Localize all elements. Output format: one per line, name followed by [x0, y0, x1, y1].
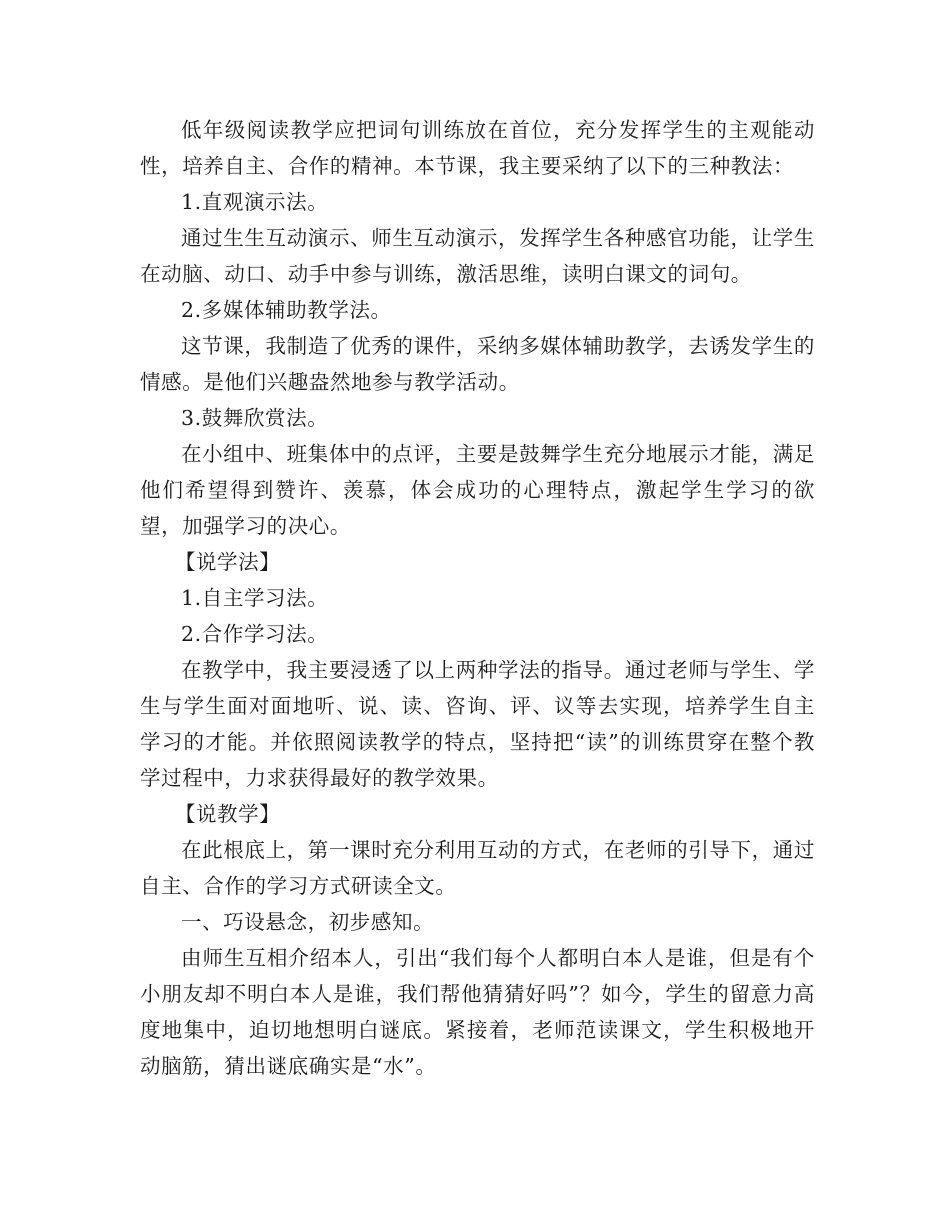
heading-step-1: 一、巧设悬念，初步感知。 [181, 910, 435, 934]
heading-method-2: 2.多媒体辅助教学法。 [181, 298, 392, 322]
heading-method-1: 1.直观演示法。 [181, 190, 329, 214]
document-page [140, 112, 815, 1084]
heading-method-3: 3.鼓舞欣赏法。 [181, 406, 329, 430]
paragraph-learning-methods: 在教学中，我主要浸透了以上两种学法的指导。通过老师与学生、学生与学生面对面地听、说、读、咨询、评、议等去实现，培养学生自主学习的才能。并依照阅读教学的特点，坚持把“读”的训练贯穿在整个教学过程中，力求获得最好的教学效果。 [140, 658, 815, 790]
heading-learning-1: 1.自主学习法。 [181, 586, 329, 610]
paragraph-teaching-methods-intro: 低年级阅读教学应把词句训练放在首位，充分发挥学生的主观能动性，培养自主、合作的精神。本节课，我主要采纳了以下的三种教法： [140, 118, 815, 178]
heading-learning-2: 2.合作学习法。 [181, 622, 329, 646]
paragraph-teaching-process-intro: 在此根底上，第一课时充分利用互动的方式，在老师的引导下，通过自主、合作的学习方式研读全文。 [140, 838, 815, 898]
paragraph-method-3: 在小组中、班集体中的点评，主要是鼓舞学生充分地展示才能，满足他们希望得到赞许、羡慕，体会成功的心理特点，激起学生学习的欲望，加强学习的决心。 [140, 442, 815, 538]
paragraph-method-1: 通过生生互动演示、师生互动演示，发挥学生各种感官功能，让学生在动脑、动口、动手中参与训练，激活思维，读明白课文的词句。 [140, 226, 815, 286]
section-title-learning-methods: 【说学法】 [174, 550, 281, 574]
paragraph-step-1: 由师生互相介绍本人，引出“我们每个人都明白本人是谁，但是有个小朋友却不明白本人是谁，我们帮他猜猜好吗”？如今，学生的留意力高度地集中，迫切地想明白谜底。紧接着，老师范读课文，学生积极地开动脑筋，猜出谜底确实是“水”。 [140, 946, 815, 1078]
paragraph-method-2: 这节课，我制造了优秀的课件，采纳多媒体辅助教学，去诱发学生的情感。是他们兴趣盎然地参与教学活动。 [140, 334, 815, 394]
section-title-teaching-process: 【说教学】 [174, 802, 281, 826]
